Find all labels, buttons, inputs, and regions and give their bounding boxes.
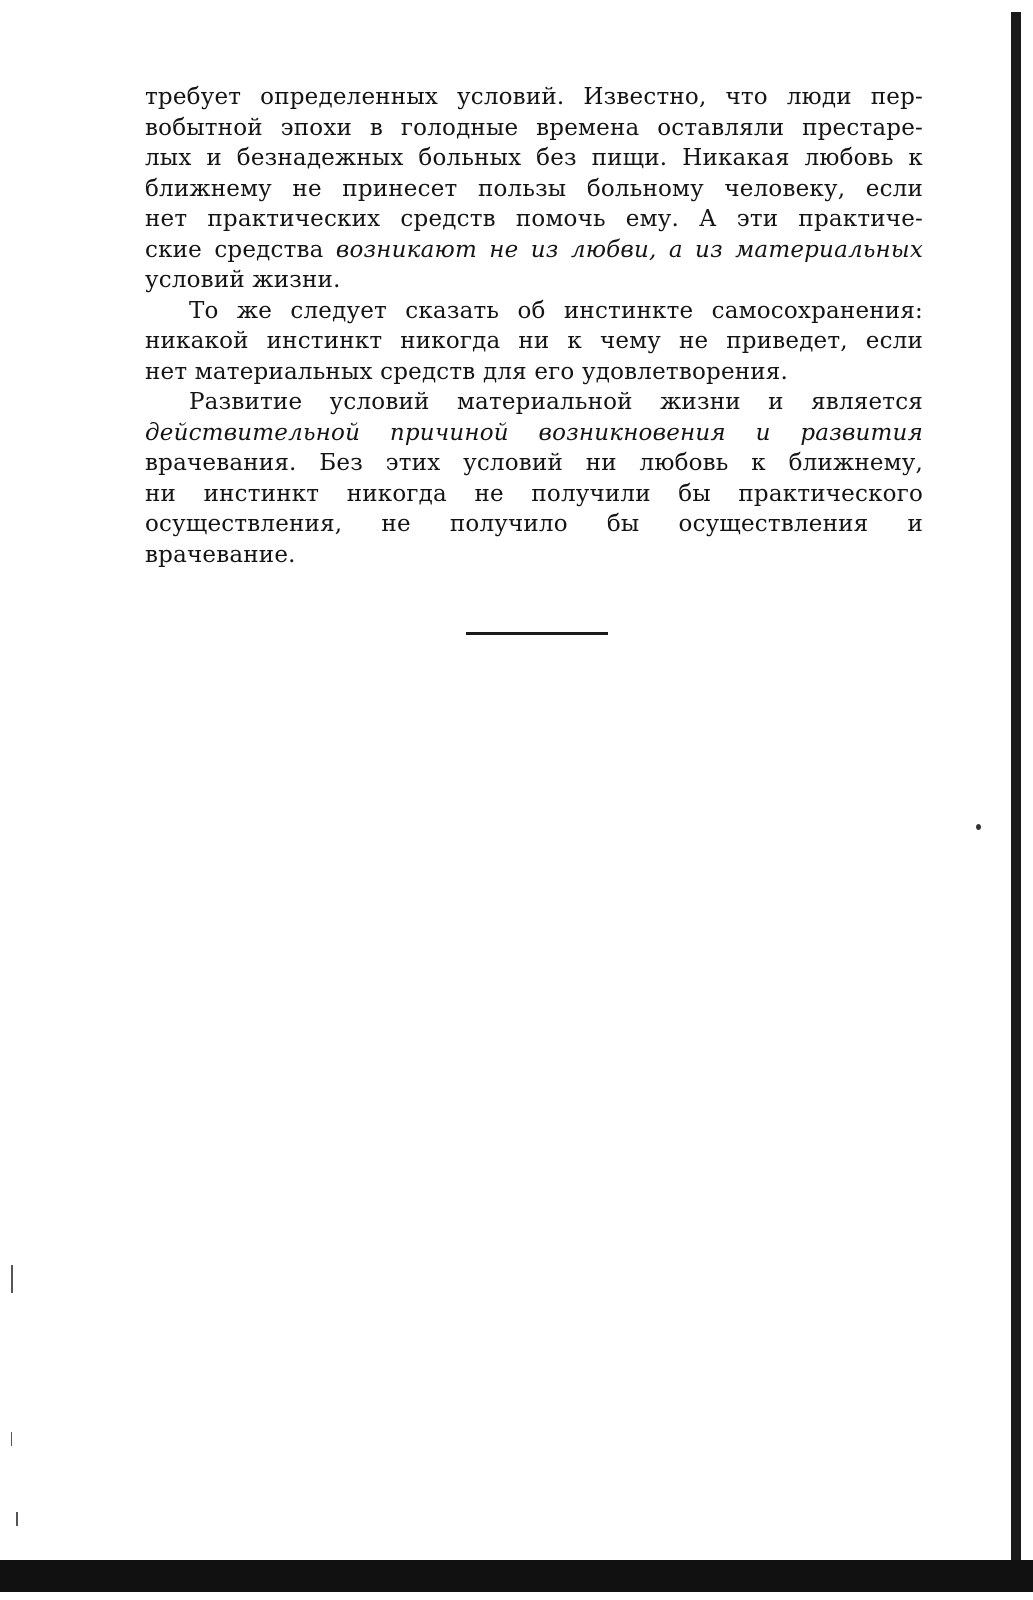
text-run: никакой инстинкт никогда ни к чему не приведет, если bbox=[145, 328, 923, 354]
text-run: условий жизни. bbox=[145, 267, 341, 293]
section-separator-rule bbox=[466, 632, 608, 635]
paragraph bbox=[145, 387, 923, 570]
scan-mark bbox=[11, 1432, 12, 1446]
text-run: То же следует сказать об инстинкте самосохранения: bbox=[189, 297, 923, 324]
text-run: осуществления, не получило бы осуществления и bbox=[145, 511, 923, 537]
text-run: ближнему не принесет пользы больному человеку, если bbox=[145, 175, 923, 202]
text-line bbox=[145, 296, 923, 327]
page-edge-right-border bbox=[1011, 12, 1021, 1560]
text-line bbox=[145, 265, 923, 296]
text-line bbox=[145, 448, 923, 479]
text-line bbox=[145, 540, 923, 571]
scan-speck bbox=[976, 824, 981, 830]
text-line bbox=[145, 143, 923, 174]
text-line bbox=[145, 387, 923, 418]
text-run: врачевания. Без этих условий ни любовь к ближнему, bbox=[145, 450, 923, 476]
text-run: требует определенных условий. Известно, что люди пер- bbox=[145, 84, 923, 110]
text-line bbox=[145, 113, 923, 144]
text-run: лых и безнадежных больных без пищи. Никакая любовь к bbox=[145, 145, 923, 171]
text-run: ские средства bbox=[145, 236, 336, 263]
paragraph bbox=[145, 296, 923, 388]
italic-text-run: действительной причиной возникновения и развития bbox=[145, 419, 923, 446]
text-line bbox=[145, 82, 923, 113]
scan-mark bbox=[16, 1512, 18, 1526]
text-line bbox=[145, 326, 923, 357]
italic-text-run: возникают не из любви, а из материальных bbox=[335, 236, 924, 263]
text-run: Развитие условий материальной жизни и является bbox=[189, 389, 923, 415]
text-line bbox=[145, 479, 923, 510]
body-text bbox=[145, 82, 923, 570]
text-run: врачевание. bbox=[145, 541, 296, 568]
text-line bbox=[145, 204, 923, 235]
paragraph bbox=[145, 82, 923, 296]
page-edge-bottom-border bbox=[0, 1560, 1033, 1592]
text-line bbox=[145, 509, 923, 540]
text-line bbox=[145, 235, 923, 266]
text-line bbox=[145, 174, 923, 205]
scan-mark bbox=[11, 1265, 13, 1293]
text-line bbox=[145, 357, 923, 388]
text-run: ни инстинкт никогда не получили бы практического bbox=[145, 480, 923, 507]
text-run: нет практических средств помочь ему. А эти практиче- bbox=[145, 206, 923, 232]
text-line bbox=[145, 418, 923, 449]
text-run: нет материальных средств для его удовлетворения. bbox=[145, 358, 789, 385]
text-run: вобытной эпохи в голодные времена оставляли престаре- bbox=[145, 114, 923, 141]
